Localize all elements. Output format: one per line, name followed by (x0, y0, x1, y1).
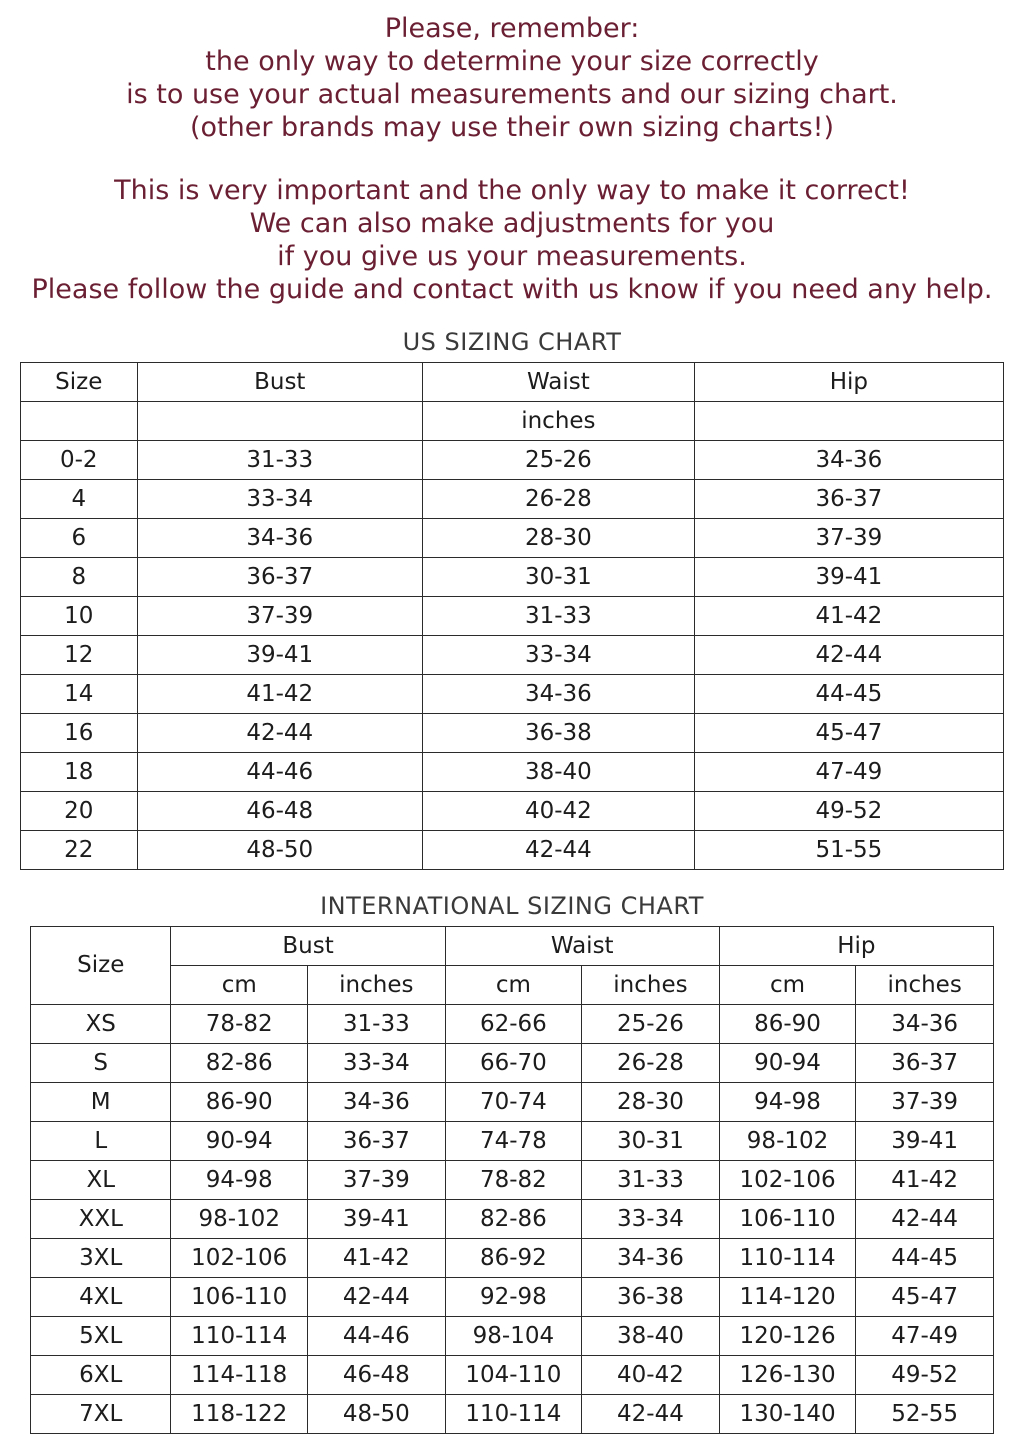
cell-waist-in: 34-36 (582, 1239, 720, 1278)
cell-hip-in: 49-52 (856, 1356, 994, 1395)
cell-bust: 33-34 (137, 480, 422, 519)
cell-hip-cm: 110-114 (719, 1239, 856, 1278)
table-row (21, 558, 1004, 597)
table-unit-row (21, 402, 1004, 441)
cell-size: 6XL (31, 1356, 171, 1395)
cell-bust: 46-48 (137, 792, 422, 831)
cell-bust-in: 42-44 (307, 1278, 445, 1317)
cell-hip-in: 44-45 (856, 1239, 994, 1278)
intro-line: if you give us your measurements. (277, 241, 747, 272)
cell-size: 4 (21, 480, 138, 519)
cell-waist-cm: 92-98 (445, 1278, 582, 1317)
cell-waist-in: 31-33 (582, 1161, 720, 1200)
cell-hip-in: 45-47 (856, 1278, 994, 1317)
column-header-waist: Waist (423, 363, 695, 402)
table-row (31, 1122, 994, 1161)
cell-bust-cm: 82-86 (171, 1044, 308, 1083)
cell-hip-cm: 86-90 (719, 1005, 856, 1044)
cell-hip: 45-47 (694, 714, 1003, 753)
cell-hip-cm: 130-140 (719, 1395, 856, 1434)
intro-line: is to use your actual measurements and our sizing chart. (126, 79, 898, 110)
cell-size: 5XL (31, 1317, 171, 1356)
table-row (31, 1200, 994, 1239)
cell-size: 20 (21, 792, 138, 831)
cell-bust: 36-37 (137, 558, 422, 597)
cell-size: 4XL (31, 1278, 171, 1317)
cell-bust-in: 36-37 (307, 1122, 445, 1161)
cell-bust-in: 44-46 (307, 1317, 445, 1356)
table-row (21, 714, 1004, 753)
unit-cell (137, 402, 422, 441)
cell-bust: 34-36 (137, 519, 422, 558)
cell-waist-in: 33-34 (582, 1200, 720, 1239)
unit-header-hip-inches: inches (856, 966, 994, 1005)
cell-waist: 26-28 (423, 480, 695, 519)
cell-hip: 34-36 (694, 441, 1003, 480)
cell-bust-cm: 110-114 (171, 1317, 308, 1356)
unit-cell (21, 402, 138, 441)
international-sizing-table (30, 926, 994, 1434)
cell-size: XS (31, 1005, 171, 1044)
column-header-bust: Bust (137, 363, 422, 402)
cell-hip-in: 37-39 (856, 1083, 994, 1122)
cell-waist: 36-38 (423, 714, 695, 753)
cell-bust: 44-46 (137, 753, 422, 792)
cell-bust-cm: 90-94 (171, 1122, 308, 1161)
cell-hip-in: 34-36 (856, 1005, 994, 1044)
cell-bust-cm: 118-122 (171, 1395, 308, 1434)
cell-hip-in: 41-42 (856, 1161, 994, 1200)
cell-hip-in: 36-37 (856, 1044, 994, 1083)
cell-bust-cm: 86-90 (171, 1083, 308, 1122)
cell-hip: 41-42 (694, 597, 1003, 636)
cell-hip-cm: 90-94 (719, 1044, 856, 1083)
cell-waist-cm: 70-74 (445, 1083, 582, 1122)
cell-waist-cm: 66-70 (445, 1044, 582, 1083)
cell-hip: 49-52 (694, 792, 1003, 831)
cell-bust-in: 37-39 (307, 1161, 445, 1200)
column-header-hip: Hip (719, 927, 993, 966)
cell-waist-cm: 78-82 (445, 1161, 582, 1200)
cell-waist-in: 40-42 (582, 1356, 720, 1395)
cell-size: 3XL (31, 1239, 171, 1278)
cell-bust-in: 39-41 (307, 1200, 445, 1239)
cell-bust-cm: 106-110 (171, 1278, 308, 1317)
cell-bust-in: 46-48 (307, 1356, 445, 1395)
cell-bust-cm: 78-82 (171, 1005, 308, 1044)
cell-size: 0-2 (21, 441, 138, 480)
cell-waist-in: 30-31 (582, 1122, 720, 1161)
column-header-bust: Bust (171, 927, 445, 966)
cell-waist: 30-31 (423, 558, 695, 597)
table-row (21, 675, 1004, 714)
intro-line: (other brands may use their own sizing charts!) (190, 112, 834, 143)
table-row (31, 1161, 994, 1200)
cell-hip-cm: 126-130 (719, 1356, 856, 1395)
cell-size: S (31, 1044, 171, 1083)
cell-size: M (31, 1083, 171, 1122)
cell-hip: 36-37 (694, 480, 1003, 519)
intro-line: This is very important and the only way to make it correct! (114, 175, 910, 206)
cell-hip: 39-41 (694, 558, 1003, 597)
intl-chart-title: INTERNATIONAL SIZING CHART (320, 892, 704, 920)
cell-size: 14 (21, 675, 138, 714)
table-row (21, 636, 1004, 675)
cell-waist-in: 28-30 (582, 1083, 720, 1122)
intro-line: Please, remember: (384, 13, 640, 44)
table-row (21, 480, 1004, 519)
cell-waist-cm: 74-78 (445, 1122, 582, 1161)
table-row (31, 1083, 994, 1122)
table-unit-header-row (31, 966, 994, 1005)
cell-bust-in: 33-34 (307, 1044, 445, 1083)
table-row (21, 441, 1004, 480)
column-header-hip: Hip (694, 363, 1003, 402)
cell-bust-in: 31-33 (307, 1005, 445, 1044)
cell-hip-in: 47-49 (856, 1317, 994, 1356)
cell-hip-in: 42-44 (856, 1200, 994, 1239)
cell-bust-cm: 114-118 (171, 1356, 308, 1395)
table-row (21, 597, 1004, 636)
cell-waist: 34-36 (423, 675, 695, 714)
cell-size: XL (31, 1161, 171, 1200)
unit-cell (694, 402, 1003, 441)
cell-bust: 41-42 (137, 675, 422, 714)
unit-header-bust-inches: inches (307, 966, 445, 1005)
cell-bust-cm: 98-102 (171, 1200, 308, 1239)
cell-waist: 25-26 (423, 441, 695, 480)
cell-bust: 42-44 (137, 714, 422, 753)
us-sizing-table (20, 362, 1004, 870)
unit-header-hip-cm: cm (719, 966, 856, 1005)
cell-hip-cm: 106-110 (719, 1200, 856, 1239)
table-header-row (21, 363, 1004, 402)
table-row (31, 1356, 994, 1395)
cell-waist-cm: 110-114 (445, 1395, 582, 1434)
cell-waist-cm: 104-110 (445, 1356, 582, 1395)
table-row (21, 831, 1004, 870)
cell-waist-in: 38-40 (582, 1317, 720, 1356)
cell-hip: 51-55 (694, 831, 1003, 870)
cell-size: XXL (31, 1200, 171, 1239)
column-header-size: Size (31, 927, 171, 1005)
cell-size: 6 (21, 519, 138, 558)
cell-size: 10 (21, 597, 138, 636)
unit-header-bust-cm: cm (171, 966, 308, 1005)
column-header-size: Size (21, 363, 138, 402)
table-row (31, 1278, 994, 1317)
cell-size: 8 (21, 558, 138, 597)
cell-waist-in: 25-26 (582, 1005, 720, 1044)
cell-hip-cm: 102-106 (719, 1161, 856, 1200)
cell-waist-in: 36-38 (582, 1278, 720, 1317)
unit-cell: inches (423, 402, 695, 441)
table-row (21, 792, 1004, 831)
table-row (21, 753, 1004, 792)
cell-bust-in: 34-36 (307, 1083, 445, 1122)
intro-line: We can also make adjustments for you (249, 208, 775, 239)
table-row (31, 1005, 994, 1044)
cell-size: 22 (21, 831, 138, 870)
cell-waist: 40-42 (423, 792, 695, 831)
cell-waist-in: 26-28 (582, 1044, 720, 1083)
cell-bust: 48-50 (137, 831, 422, 870)
cell-hip-cm: 98-102 (719, 1122, 856, 1161)
cell-hip-in: 52-55 (856, 1395, 994, 1434)
cell-hip-cm: 114-120 (719, 1278, 856, 1317)
cell-bust-cm: 102-106 (171, 1239, 308, 1278)
table-row (31, 1317, 994, 1356)
cell-hip: 42-44 (694, 636, 1003, 675)
table-row (31, 1395, 994, 1434)
cell-hip-in: 39-41 (856, 1122, 994, 1161)
cell-waist-in: 42-44 (582, 1395, 720, 1434)
cell-size: 16 (21, 714, 138, 753)
cell-hip: 44-45 (694, 675, 1003, 714)
unit-header-waist-cm: cm (445, 966, 582, 1005)
cell-bust-in: 41-42 (307, 1239, 445, 1278)
cell-waist: 28-30 (423, 519, 695, 558)
cell-bust: 37-39 (137, 597, 422, 636)
table-row (31, 1044, 994, 1083)
cell-hip: 47-49 (694, 753, 1003, 792)
unit-header-waist-inches: inches (582, 966, 720, 1005)
cell-waist: 33-34 (423, 636, 695, 675)
cell-bust-in: 48-50 (307, 1395, 445, 1434)
cell-bust-cm: 94-98 (171, 1161, 308, 1200)
us-chart-title: US SIZING CHART (402, 328, 622, 356)
cell-hip-cm: 94-98 (719, 1083, 856, 1122)
intro-line: the only way to determine your size correctly (205, 46, 819, 77)
cell-waist: 38-40 (423, 753, 695, 792)
cell-waist-cm: 82-86 (445, 1200, 582, 1239)
cell-waist-cm: 86-92 (445, 1239, 582, 1278)
cell-size: 12 (21, 636, 138, 675)
cell-waist-cm: 62-66 (445, 1005, 582, 1044)
intro-text (0, 0, 1024, 306)
cell-size: 18 (21, 753, 138, 792)
cell-waist-cm: 98-104 (445, 1317, 582, 1356)
cell-waist: 31-33 (423, 597, 695, 636)
cell-bust: 39-41 (137, 636, 422, 675)
table-header-row (31, 927, 994, 966)
column-header-waist: Waist (445, 927, 719, 966)
table-row (31, 1239, 994, 1278)
cell-hip: 37-39 (694, 519, 1003, 558)
cell-hip-cm: 120-126 (719, 1317, 856, 1356)
table-row (21, 519, 1004, 558)
intro-line: Please follow the guide and contact with us know if you need any help. (31, 274, 993, 305)
cell-bust: 31-33 (137, 441, 422, 480)
cell-size: 7XL (31, 1395, 171, 1434)
cell-size: L (31, 1122, 171, 1161)
cell-waist: 42-44 (423, 831, 695, 870)
